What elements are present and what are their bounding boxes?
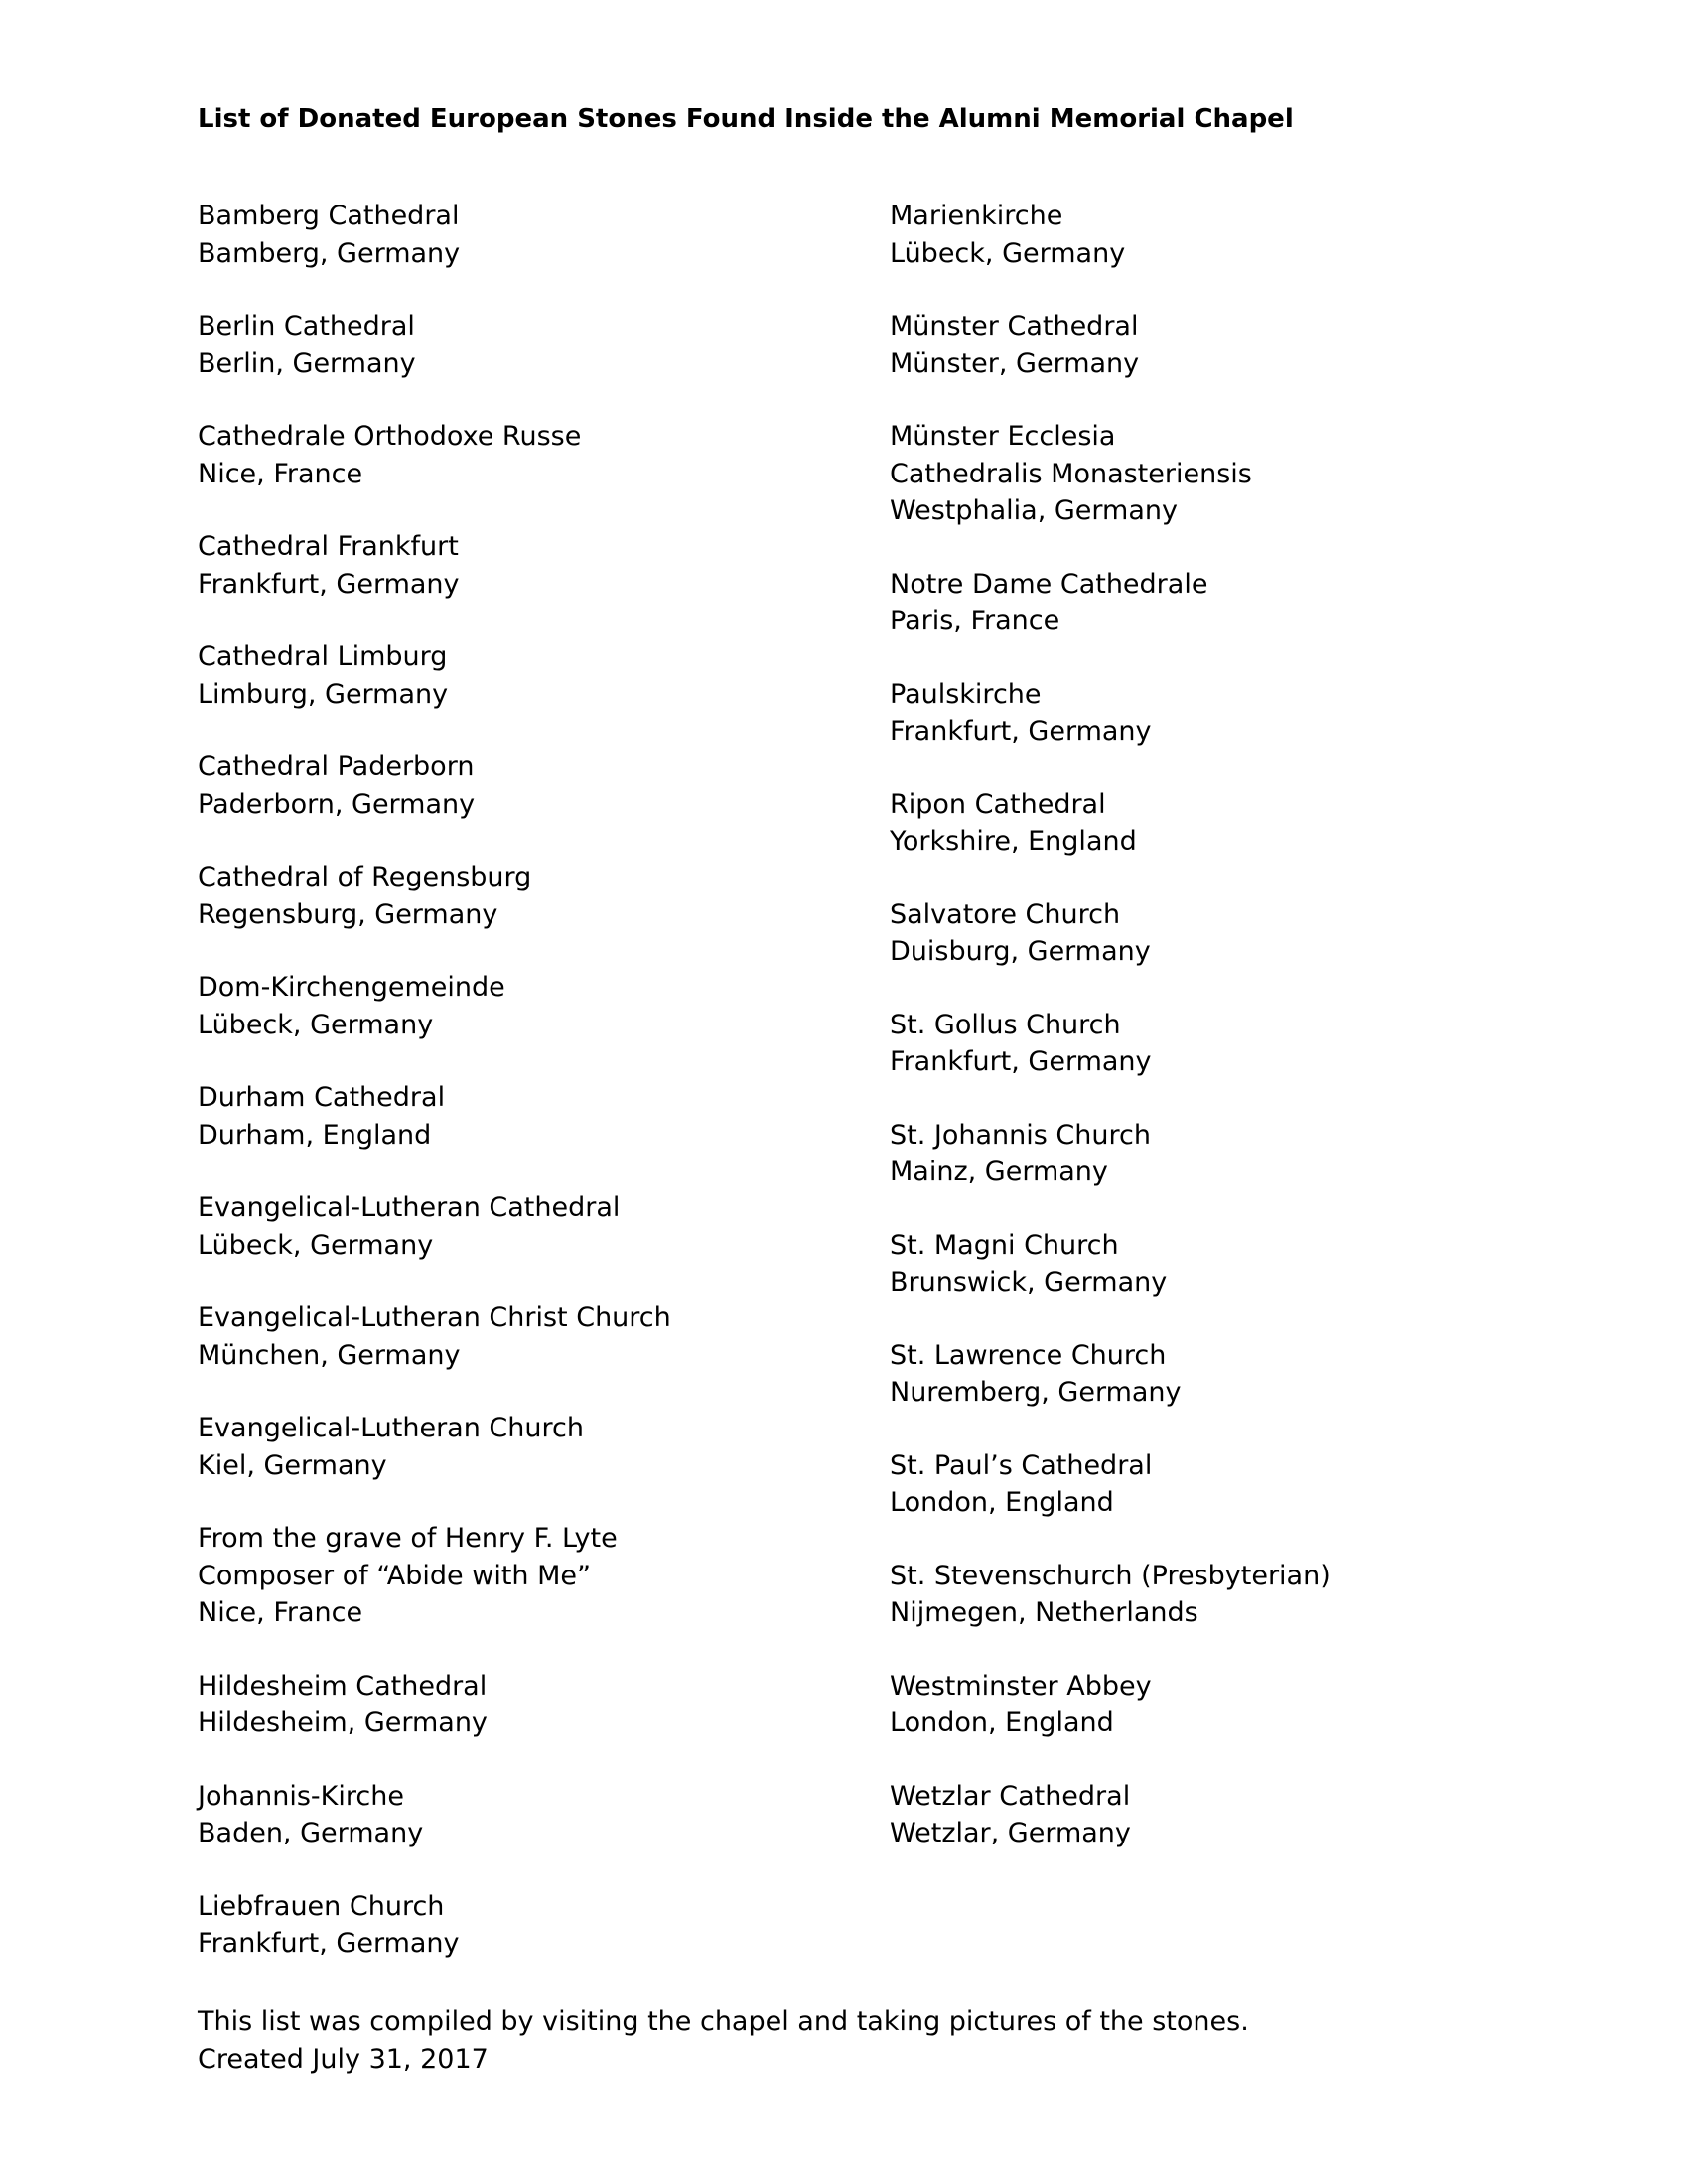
stone-entry (198, 969, 853, 1043)
stone-source-detail: Duisburg, Germany (890, 936, 1151, 967)
stone-source-name: Liebfrauen Church (198, 1890, 445, 1922)
stone-source-detail: Westphalia, Germany (890, 495, 1178, 526)
stone-source-detail: München, Germany (198, 1339, 461, 1371)
stone-entry (890, 1337, 1545, 1412)
stone-source-detail: Limburg, Germany (198, 678, 449, 710)
stone-entry (890, 1117, 1545, 1191)
stone-entry (198, 528, 853, 603)
stone-source-name: Johannis-Kirche (198, 1780, 404, 1812)
stone-source-detail: Composer of “Abide with Me” (198, 1560, 592, 1591)
stone-source-name: Evangelical-Lutheran Church (198, 1413, 584, 1443)
stone-source-detail: Regensburg, Germany (198, 898, 498, 930)
stone-source-name: Evangelical-Lutheran Christ Church (198, 1302, 671, 1333)
stone-entry (198, 638, 853, 713)
stone-source-name: St. Paul’s Cathedral (890, 1449, 1153, 1481)
stone-source-name: Cathedral Limburg (198, 641, 448, 672)
stone-source-detail: Frankfurt, Germany (890, 1046, 1152, 1077)
stone-source-name: Hildesheim Cathedral (198, 1670, 488, 1702)
stone-source-detail: Nuremberg, Germany (890, 1377, 1182, 1408)
stone-entry (198, 1888, 853, 1963)
stone-source-name: Westminster Abbey (890, 1670, 1152, 1702)
stone-entry (890, 1668, 1545, 1742)
stone-entry (890, 1447, 1545, 1522)
stone-entry (890, 1227, 1545, 1301)
stone-source-name: Cathedral Frankfurt (198, 531, 459, 562)
stone-source-detail: Frankfurt, Germany (890, 716, 1152, 747)
stone-source-detail: Paderborn, Germany (198, 788, 476, 820)
stone-source-detail: London, England (890, 1487, 1114, 1518)
stone-source-detail: London, England (890, 1707, 1114, 1738)
stone-source-detail: Hildesheim, Germany (198, 1707, 488, 1738)
stone-source-name: St. Magni Church (890, 1229, 1119, 1261)
stone-source-detail: Frankfurt, Germany (198, 1928, 460, 1959)
stone-entry (198, 1079, 853, 1154)
stone-entry (890, 566, 1545, 640)
stone-source-name: From the grave of Henry F. Lyte (198, 1523, 618, 1554)
stone-source-detail: Lübeck, Germany (198, 1229, 434, 1261)
stone-source-name: Notre Dame Cathedrale (890, 568, 1208, 600)
stone-source-detail: Lübeck, Germany (890, 237, 1126, 269)
stone-source-name: Salvatore Church (890, 898, 1121, 930)
stone-source-detail: Brunswick, Germany (890, 1267, 1168, 1297)
stone-source-name: Cathedral of Regensburg (198, 862, 532, 892)
footer-note: This list was compiled by visiting the chapel and taking pictures of the stones. (198, 2006, 1249, 2037)
stone-entry (890, 896, 1545, 971)
stone-source-detail: Nijmegen, Netherlands (890, 1597, 1198, 1628)
stone-source-name: Münster Ecclesia (890, 421, 1116, 452)
stone-entry (890, 418, 1545, 530)
stone-entry (198, 1410, 853, 1484)
stone-source-name: Durham Cathedral (198, 1082, 446, 1113)
stone-source-detail: Bamberg, Germany (198, 237, 461, 269)
stone-source-detail: Cathedralis Monasteriensis (890, 458, 1252, 489)
stone-source-detail: Lübeck, Germany (198, 1009, 434, 1040)
stone-entry (198, 1778, 853, 1852)
stone-source-detail: Berlin, Germany (198, 347, 416, 379)
stone-source-detail: Münster, Germany (890, 347, 1140, 379)
stone-source-name: Ripon Cathedral (890, 788, 1106, 820)
stone-entry (198, 1520, 853, 1632)
stone-entry (890, 1778, 1545, 1852)
left-column (198, 198, 853, 1998)
stone-entry (890, 1558, 1545, 1632)
stone-source-name: St. Lawrence Church (890, 1339, 1167, 1371)
stone-source-name: Paulskirche (890, 678, 1042, 710)
stone-source-name: Evangelical-Lutheran Cathedral (198, 1192, 621, 1223)
stone-entry (890, 676, 1545, 751)
right-column (890, 198, 1545, 1888)
stone-source-name: Cathedrale Orthodoxe Russe (198, 421, 582, 452)
stone-source-detail: Baden, Germany (198, 1818, 424, 1848)
stone-source-name: Münster Cathedral (890, 311, 1139, 341)
stone-entry (890, 308, 1545, 382)
stone-source-name: St. Stevenschurch (Presbyterian) (890, 1560, 1331, 1591)
stone-source-name: St. Gollus Church (890, 1009, 1121, 1040)
page-title: List of Donated European Stones Found Inside the Alumni Memorial Chapel (198, 104, 1294, 134)
stone-source-name: St. Johannis Church (890, 1119, 1151, 1151)
stone-entry (198, 859, 853, 933)
stone-source-detail: Paris, France (890, 606, 1060, 636)
stone-entry (890, 1007, 1545, 1081)
stone-source-detail: Kiel, Germany (198, 1449, 387, 1481)
stone-source-name: Dom-Kirchengemeinde (198, 972, 505, 1003)
stone-source-detail: Frankfurt, Germany (198, 568, 460, 600)
stone-source-name: Berlin Cathedral (198, 311, 415, 341)
stone-source-detail: Wetzlar, Germany (890, 1818, 1131, 1848)
stone-entry (890, 198, 1545, 272)
stone-entry (198, 198, 853, 272)
stone-source-detail: Mainz, Germany (890, 1157, 1108, 1187)
stone-source-name: Marienkirche (890, 201, 1063, 231)
stone-entry (198, 308, 853, 382)
stone-source-name: Cathedral Paderborn (198, 751, 475, 782)
stone-source-detail: Nice, France (198, 458, 363, 489)
stone-entry (198, 1299, 853, 1374)
stone-source-name: Wetzlar Cathedral (890, 1780, 1131, 1812)
stone-entry (198, 1668, 853, 1742)
stone-entry (198, 418, 853, 492)
footer-created-date: Created July 31, 2017 (198, 2043, 489, 2075)
stone-source-detail: Yorkshire, England (890, 826, 1137, 857)
stone-source-name: Bamberg Cathedral (198, 201, 460, 231)
stone-source-detail: Durham, England (198, 1119, 432, 1151)
stone-entry (890, 786, 1545, 861)
stone-source-detail: Nice, France (198, 1597, 363, 1628)
stone-entry (198, 1189, 853, 1264)
footer (198, 2003, 1249, 2078)
stone-entry (198, 749, 853, 823)
